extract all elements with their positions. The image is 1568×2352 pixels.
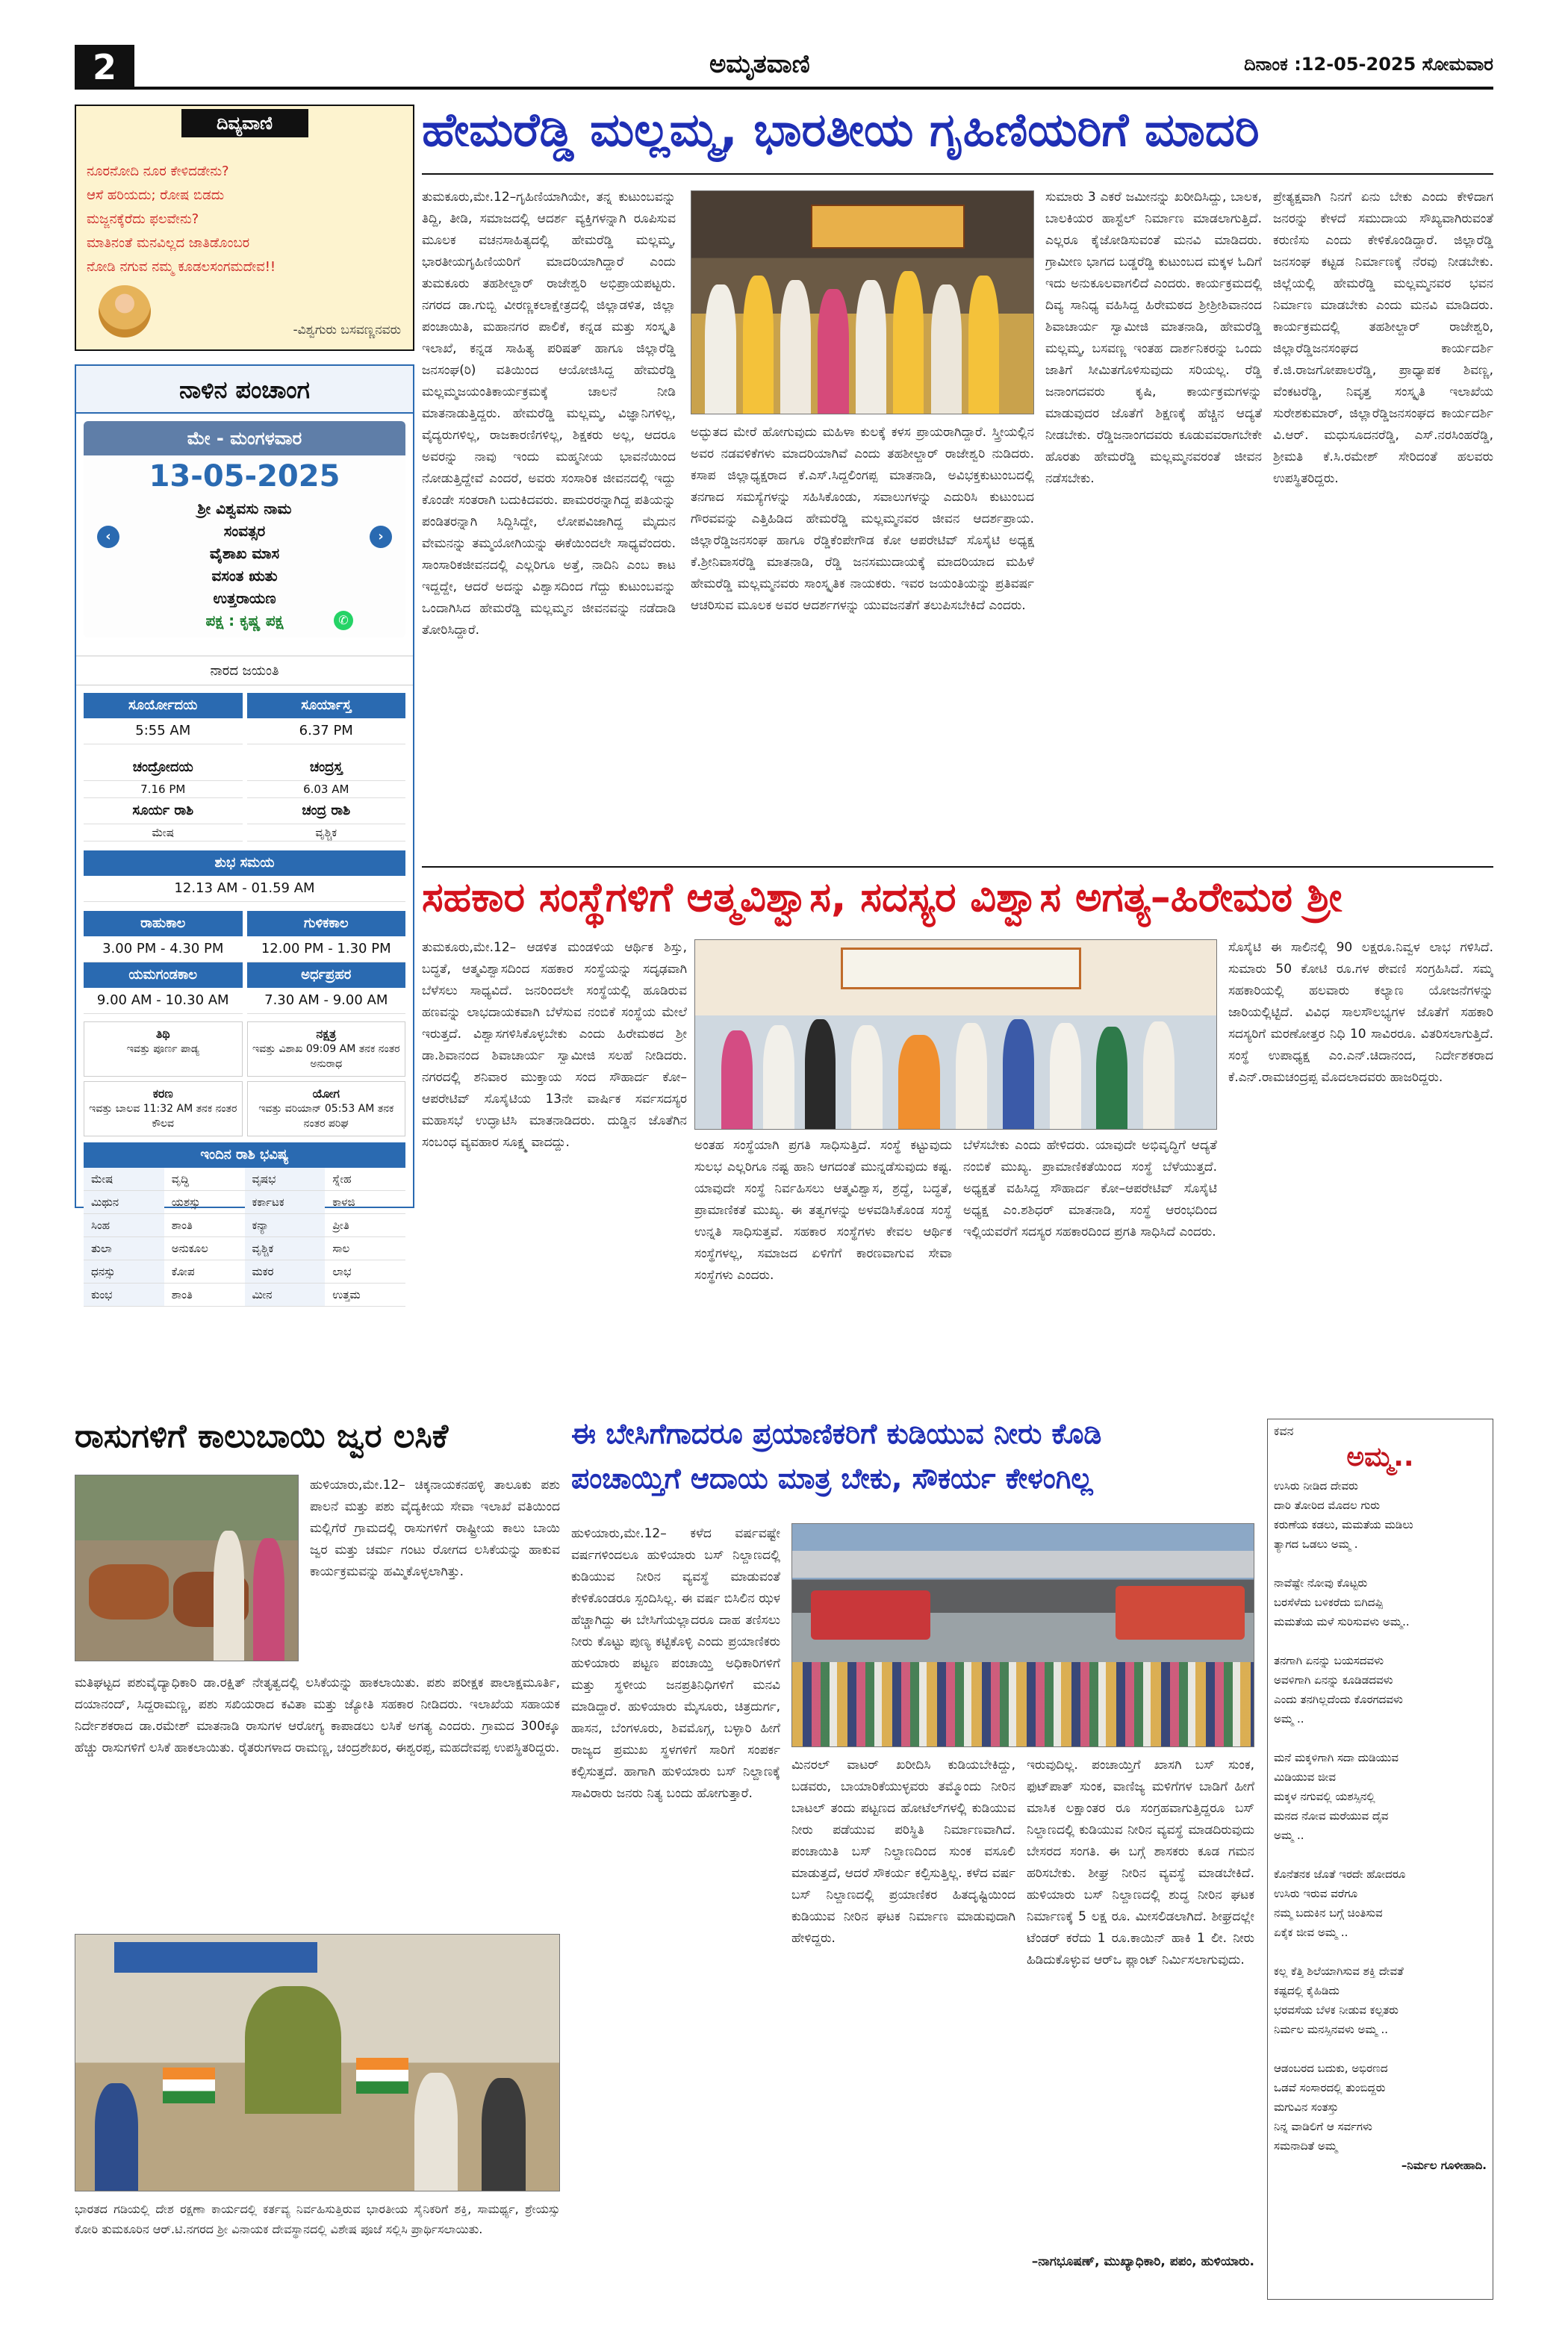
tithi-grid	[84, 1021, 405, 1136]
indian-flag-icon	[356, 2058, 408, 2094]
rashi-name: ಕುಂಭ	[84, 1284, 164, 1307]
sun-times	[84, 693, 405, 744]
cow-figure	[89, 1564, 169, 1620]
article2-col1: ತುಮಕೂರು,ಮೇ.12– ಆಡಳಿತ ಮಂಡಳಿಯ ಆರ್ಥಿಕ ಶಿಸ್ತು, ಬದ್ಧತೆ, ಆತ್ಮವಿಶ್ವಾಸದಿಂದ ಸಹಕಾರ ಸಂಸ್ಥೆಯನ್ನು ಸದೃಢವಾಗಿ ಬೆಳೆಸಲು ಸಾಧ್ಯವಿದೆ. ಜನರಿಂದಲೇ ಸಂಸ್ಥೆಯಲ್ಲಿ ಹೂಡಿರುವ ಹಣವನ್ನು ಲಾಭದಾಯಕವಾಗಿ ಬೆಳೆಸುವ ನಂಬಿಕೆ ಸಂಸ್ಥೆಯ ಮೇಲೆ ಇರುತ್ತದೆ. ವಿಶ್ವಾಸಗಳಿಸಿಕೊಳ್ಳಬೇಕು ಎಂದು ಹಿರೇಮಠದ ಶ್ರೀ ಡಾ.ಶಿವಾನಂದ ಶಿವಾಚಾರ್ಯ ಸ್ವಾಮೀಜಿ ಸಲಹೆ ನೀಡಿದರು. ನಗರದಲ್ಲಿ ಶನಿವಾರ ಮುಕ್ತಾಯ ಸಂದ ಸೌಹಾರ್ದ ಕೋ–ಆಪರೇಟಿವ್ ಸೊಸೈಟಿಯ 13ನೇ ವಾರ್ಷಿಕ ಸರ್ವಸದಸ್ಯರ ಮಹಾಸಭೆ ಉದ್ಘಾಟಿಸಿ ಮಾತನಾಡಿದರು. ದುಡ್ಡಿನ ಜೊತೆಗಿನ ಸಂಬಂಧ ವ್ಯವಹಾರ ಸೂಕ್ಷ್ಮ ವಾದದ್ದು.	[422, 940, 687, 1150]
karana-label: ಕರಣ	[152, 1086, 173, 1101]
rashi-prediction: ವೃದ್ಧಿ	[164, 1168, 245, 1191]
stage-banner	[811, 205, 965, 249]
ayana: ಉತ್ತರಾಯಣ	[213, 589, 276, 607]
paper-name: ಅಮೃತವಾಣಿ	[709, 49, 810, 79]
rashi-name: ಮೀನ	[245, 1284, 326, 1307]
panchanga-date-card	[84, 421, 405, 638]
person-figure	[1096, 1027, 1127, 1129]
temple-caption: ಭಾರತದ ಗಡಿಯಲ್ಲಿ ದೇಶ ರಕ್ಷಣಾ ಕಾರ್ಯದಲ್ಲಿ ಕರ್ತವ್ಯ ನಿರ್ವಹಿಸುತ್ತಿರುವ ಭಾರತೀಯ ಸೈನಿಕರಿಗೆ ಶಕ್ತಿ, ಸಾಮರ್ಥ್ಯ, ಶ್ರೇಯಸ್ಸು ಕೋರಿ ತುಮಕೂರಿನ ಆರ್.ಟಿ.ನಗರದ ಶ್ರೀ ವಿನಾಯಕ ದೇವಸ್ಥಾನದಲ್ಲಿ ವಿಶೇಷ ಪೂಜೆ ಸಲ್ಲಿಸಿ ಪ್ರಾರ್ಥಿಸಲಾಯಿತು.	[75, 2202, 560, 2236]
person-figure	[851, 1025, 883, 1129]
rashi-name: ಮೇಷ	[84, 1168, 164, 1191]
article2-headline: ಸಹಕಾರ ಸಂಸ್ಥೆಗಳಿಗೆ ಆತ್ಮವಿಶ್ವಾಸ, ಸದಸ್ಯರ ವಿಶ್ವಾಸ ಅಗತ್ಯ–ಹಿರೇಮಠ ಶ್ರೀ	[422, 874, 1343, 921]
rashi-prediction: ಪ್ರೀತಿ	[325, 1214, 405, 1237]
issue-date: ದಿನಾಂಕ :12-05-2025 ಸೋಮವಾರ	[1244, 54, 1493, 75]
kala-times	[84, 911, 405, 1014]
article1-headline: ಹೇಮರೆಡ್ಡಿ ಮಲ್ಲಮ್ಮ, ಭಾರತೀಯ ಗೃಹಿಣಿಯರಿಗೆ ಮಾದರಿ	[422, 102, 1260, 157]
yama-value: 9.00 AM - 10.30 AM	[84, 988, 243, 1014]
panchanga-box	[75, 364, 414, 1301]
samvatsara: ಶ್ರೀ ವಿಶ್ವವಸು ನಾಮ	[197, 500, 292, 517]
rashi-prediction: ಶಾಂತಿ	[164, 1284, 245, 1307]
moonset-value: 6.03 AM	[247, 781, 406, 798]
person-figure	[1003, 1019, 1034, 1129]
shubha-value: 12.13 AM - 01.59 AM	[84, 876, 405, 902]
rashi-name: ಧನಸ್ಸು	[84, 1260, 164, 1284]
temple-photo	[75, 1934, 560, 2191]
poem-box	[1267, 1419, 1493, 2300]
divider	[422, 866, 1493, 868]
shubha-label: ಶುಭ ಸಮಯ	[84, 850, 405, 876]
article2-col4: ಸೊಸೈಟಿ ಈ ಸಾಲಿನಲ್ಲಿ 90 ಲಕ್ಷರೂ.ನಿವ್ವಳ ಲಾಭ ಗಳಿಸಿದೆ. ಸುಮಾರು 50 ಕೋಟಿ ರೂ.ಗಳ ಠೇವಣಿ ಸಂಗ್ರಹಿಸಿದೆ. ಸಮ್ಮ ಸಹಕಾರಿಯಲ್ಲಿ ಹಲವಾರು ಕಲ್ಯಾಣ ಯೋಜನೆಗಳನ್ನು ಜಾರಿಯಲ್ಲಿಟ್ಟಿದೆ. ವಿವಿಧ ಸಾಲಸೌಲಭ್ಯಗಳ ಜೊತೆಗೆ ಸಹಕಾರಿ ಸದಸ್ಯರಿಗೆ ಮರಣೋತ್ತರ ನಿಧಿ 10 ಸಾವಿರರೂ. ವಿತರಿಸಲಾಗುತ್ತಿದೆ. ಸಂಸ್ಥೆ ಉಪಾಧ್ಯಕ್ಷ ಎಂ.ಎನ್.ಚಿದಾನಂದ, ನಿರ್ದೇಶಕರಾದ ಕೆ.ಎನ್.ರಾಮಚಂದ್ರಪ್ಪ ಮೊದಲಾದವರು ಹಾಜರಿದ್ದರು.	[1228, 940, 1493, 1085]
yoga-value: ಇವತ್ತು ವರಿಯಾನ್ 05:53 AM ತನಕ ನಂತರ ಪರಿಘ	[258, 1103, 394, 1130]
ritu: ವಸಂತ ಋತು	[211, 567, 278, 585]
person-figure	[805, 1019, 836, 1129]
article3-photo	[75, 1475, 299, 1661]
article2-col3: ಬೆಳೆಸಬೇಕು ಎಂದು ಹೇಳಿದರು. ಯಾವುದೇ ಅಭಿವೃದ್ಧಿಗೆ ಆದ್ಯತೆ ನಂಬಿಕೆ ಮುಖ್ಯ. ಪ್ರಾಮಾಣಿಕತೆಯಿಂದ ಸಂಸ್ಥೆ ಬೆಳೆಯುತ್ತದೆ. ಅಧ್ಯಕ್ಷತೆ ವಹಿಸಿದ್ದ ಸೌಹಾರ್ದ ಕೋ–ಆಪರೇಟಿವ್ ಸೊಸೈಟಿ ಅಧ್ಯಕ್ಷ ಎಂ.ಶಶಿಧರ್ ಮಾತನಾಡಿ, ಸಂಸ್ಥೆ ಆರಂಭದಿಂದ ಇಲ್ಲಿಯವರೆಗೆ ಸದಸ್ಯರ ಸಹಕಾರದಿಂದ ಪ್ರಗತಿ ಸಾಧಿಸಿದೆ ಎಂದರು.	[963, 1138, 1217, 1239]
yama-label: ಯಮಗಂಡಕಾಲ	[84, 962, 243, 988]
poem-title: ಅಮ್ಮ..	[1346, 1442, 1414, 1472]
karana-cell	[84, 1081, 243, 1136]
temple-signboard	[114, 1942, 317, 1973]
shelter-roof	[792, 1551, 1254, 1578]
samvatsara-suffix: ಸಂವತ್ಸರ	[223, 522, 266, 540]
ardha-label: ಅರ್ಧಪ್ರಹರ	[247, 962, 406, 988]
article4-byline: –ನಾಗಭೂಷಣ್, ಮುಖ್ಯಾಧಿಕಾರಿ, ಪಪಂ, ಹುಳಿಯಾರು.	[1031, 2254, 1254, 2269]
karana-value: ಇವತ್ತು ಬಾಲವ 11:32 AM ತನಕ ನಂತರ ಕೌಲವ	[89, 1103, 237, 1130]
rashi-name: ಸಿಂಹ	[84, 1214, 164, 1237]
rashi-name: ವೃಶ್ಚಿಕ	[245, 1237, 326, 1260]
rahu-value: 3.00 PM - 4.30 PM	[84, 936, 243, 962]
masthead	[75, 45, 1493, 90]
article4-col3: ಇರುವುದಿಲ್ಲ. ಪಂಚಾಯ್ತಿಗೆ ಖಾಸಗಿ ಬಸ್ ಸುಂಕ, ಫುಟ್‌ಪಾತ್ ಸುಂಕ, ವಾಣಿಜ್ಯ ಮಳಿಗೆಗಳ ಬಾಡಿಗೆ ಹೀಗೆ ಮಾಸಿಕ ಲಕ್ಷಾಂತರ ರೂ ಸಂಗ್ರಹವಾಗುತ್ತಿದ್ದರೂ ಬಸ್ ನಿಲ್ದಾಣದಲ್ಲಿ ಕುಡಿಯುವ ನೀರಿನ ವ್ಯವಸ್ಥೆ ಮಾಡದಿರುವುದು ಬೇಸರದ ಸಂಗತಿ. ಈ ಬಗ್ಗೆ ಶಾಸಕರು ಕೂಡ ಗಮನ ಹರಿಸಬೇಕು. ಶೀಘ್ರ ನೀರಿನ ವ್ಯವಸ್ಥೆ ಮಾಡಬೇಕಿದೆ. ಹುಳಿಯಾರು ಬಸ್ ನಿಲ್ದಾಣದಲ್ಲಿ ಶುದ್ಧ ನೀರಿನ ಘಟಕ ನಿರ್ಮಾಣಕ್ಕೆ 5 ಲಕ್ಷ ರೂ. ಮೀಸಲಿಡಲಾಗಿದೆ. ಶೀಘ್ರದಲ್ಲೇ ಟೆಂಡರ್ ಕರೆದು 1 ರೂ.ಕಾಯಿನ್ ಹಾಕಿ 1 ಲೀ. ನೀರು ಹಿಡಿದುಕೊಳ್ಳುವ ಆರ್‌ಒ ಪ್ಲಾಂಟ್ ನಿರ್ಮಿಸಲಾಗುವುದು.	[1027, 1758, 1254, 1967]
moonrise-label: ಚಂದ್ರೋದಯ	[84, 755, 243, 781]
divyavani-title: ದಿವ್ಯವಾಣಿ	[181, 109, 308, 137]
sunset-label: ಸೂರ್ಯಾಸ್ತ	[247, 693, 406, 718]
divyavani-box	[75, 105, 414, 351]
shubha-samaya	[84, 850, 405, 902]
article1-col3: ಸುಮಾರು 3 ಎಕರೆ ಜಮೀನನ್ನು ಖರೀದಿಸಿದ್ದು, ಬಾಲಕ, ಬಾಲಕಿಯರ ಹಾಸ್ಟೆಲ್ ನಿರ್ಮಾಣ ಮಾಡಲಾಗುತ್ತಿದೆ. ಎಲ್ಲರೂ ಕೈಜೋಡಿಸುವಂತೆ ಮನವಿ ಮಾಡಿದರು. ಗ್ರಾಮೀಣ ಭಾಗದ ಬಡ್ಡರೆಡ್ಡಿ ಕುಟುಂಬದ ಮಕ್ಕಳ ಓದಿಗೆ ಇದು ಅನುಕೂಲವಾಗಲಿದೆ ಎಂದರು. ಕಾರ್ಯಕ್ರಮದಲ್ಲಿ ದಿವ್ಯ ಸಾನಿಧ್ಯ ವಹಿಸಿದ್ದ ಹಿರೇಮಠದ ಶ್ರೀಶ್ರೀಶಿವಾನಂದ ಶಿವಾಚಾರ್ಯ ಸ್ವಾಮೀಜಿ ಮಾತನಾಡಿ, ಹೇಮರೆಡ್ಡಿ ಮಲ್ಲಮ್ಮ, ಬಸವಣ್ಣ ಇಂತಹ ದಾರ್ಶನಿಕರನ್ನು ಒಂದು ಜಾತಿಗೆ ಸೀಮಿತಗೊಳಿಸುವುದು ಸರಿಯಲ್ಲ. ರೆಡ್ಡಿ ಜನಾಂಗದವರು ಕೃಷಿ, ಕಾರ್ಯಕ್ರಮಗಳನ್ನು ಮಾಡುವುದರ ಜೊತೆಗೆ ಶಿಕ್ಷಣಕ್ಕೆ ಹೆಚ್ಚಿನ ಆದ್ಯತೆ ನೀಡಬೇಕು. ರೆಡ್ಡಿಜನಾಂಗದವರು ಕೂಡುವವರಾಗಬೇಕೇ ಹೊರತು ಹೇಮರೆಡ್ಡಿ ಮಲ್ಲಮ್ಮನವರಂತೆ ಜೀವನ ನಡೆಸಬೇಕು.	[1045, 190, 1262, 486]
masa: ವೈಶಾಖ ಮಾಸ	[209, 544, 280, 562]
rashi-prediction: ಸಾಲ	[325, 1237, 405, 1260]
person-figure	[705, 284, 735, 414]
moonrise-value: 7.16 PM	[84, 781, 243, 798]
occasion: ನಾರದ ಜಯಂತಿ	[76, 656, 413, 685]
panchanga-title: ನಾಳಿನ ಪಂಚಾಂಗ	[76, 366, 413, 414]
article1-photo	[691, 190, 1034, 414]
person-figure	[780, 280, 811, 414]
poem-author: –ನಿರ್ಮಲ ಗೂಳೀಹಾದಿ.	[1401, 2159, 1487, 2172]
rashi-prediction: ಕಾಳಜಿ	[325, 1191, 405, 1214]
moonset-label: ಚಂದ್ರಸ್ತ	[247, 755, 406, 781]
shrine	[245, 1986, 342, 2115]
gulika-label: ಗುಳಿಕಕಾಲ	[247, 911, 406, 936]
sunrise-value: 5:55 AM	[84, 718, 243, 744]
divyavani-poem: ನೂರನೋದಿ ನೂರ ಕೇಳಿದಡೇನು? ಆಸೆ ಹರಿಯದು; ರೋಷ ಬಿಡದು ಮಜ್ಜನಕ್ಕೆರೆದು ಫಲವೇನು? ಮಾತಿನಂತೆ ಮನವಿಲ್ಲದ ಜಾತಿಡೊಂಬರ ನೋಡಿ ನಗುವ ನಮ್ಮ ಕೂಡಲಸಂಗಮದೇವ!!	[87, 164, 276, 275]
gulika-value: 12.00 PM - 1.30 PM	[247, 936, 406, 962]
divyavani-author: -ವಿಶ್ವಗುರು ಬಸವಣ್ಣನವರು	[293, 323, 401, 337]
person-figure	[956, 1023, 987, 1129]
person-figure	[968, 276, 999, 414]
nakshatra-label: ನಕ್ಷತ್ರ	[316, 1027, 337, 1041]
article1-col2: ಅದ್ಭುತದ ಮೇರೆ ಹೋಗುವುದು ಮಹಿಳಾ ಕುಲಕ್ಕೆ ಕಳಸ ಪ್ರಾಯರಾಗಿದ್ದಾರೆ. ಸ್ತ್ರೀಯಲ್ಲಿನ ಅವರ ನಡವಳಿಕೆಗಳು ಮಾದರಿಯಾಗಿವೆ ಎಂದು ತಹಶೀಲ್ದಾರ್ ರಾಜೇಶ್ವರಿ ನುಡಿದರು. ಕಸಾಪ ಜಿಲ್ಲಾಧ್ಯಕ್ಷರಾದ ಕೆ.ಎಸ್.ಸಿದ್ದಲಿಂಗಪ್ಪ ಮಾತನಾಡಿ, ಅವಿಭಕ್ತಕುಟುಂಬದಲ್ಲಿ ತನಗಾದ ಸಮಸ್ಯೆಗಳನ್ನು ಸಹಿಸಿಕೊಂಡು, ಸವಾಲುಗಳನ್ನು ಎದುರಿಸಿ ಕುಟುಂಬದ ಗೌರವವನ್ನು ಎತ್ತಿಹಿಡಿದ ಹೇಮರೆಡ್ಡಿ ಮಲ್ಲಮ್ಮನವರ ಜೀವನ ಆದರ್ಶಪ್ರಾಯ. ಜಿಲ್ಲಾರೆಡ್ಡಿಜನಸಂಘ ಹಾಗೂ ರೆಡ್ಡಿಕೆಂಪೇಗೌಡ ಕೋ ಆಪರೇಟಿವ್ ಸೊಸೈಟಿ ಅಧ್ಯಕ್ಷ ಕೆ.ಶ್ರೀನಿವಾಸರೆಡ್ಡಿ ಮಾತನಾಡಿ, ರೆಡ್ಡಿ ಜನಸಮುದಾಯಕ್ಕೆ ಮಾದರಿಯಾದ ಮಹಿಳೆ ಹೇಮರೆಡ್ಡಿ ಮಲ್ಲಮ್ಮನವರು ಸಾಂಸ್ಕೃತಿಕ ನಾಯಕರು. ಇವರ ಜಯಂತಿಯನ್ನು ಪ್ರತಿವರ್ಷ ಆಚರಿಸುವ ಮೂಲಕ ಅವರ ಆದರ್ಶಗಳನ್ನು ಯುವಜನತೆಗೆ ತಲುಪಿಸಬೇಕಿದೆ ಎಂದರು.	[691, 425, 1034, 613]
paksha: ಪಕ್ಷ : ಕೃಷ್ಣ ಪಕ್ಷ	[205, 612, 284, 629]
sunrise-label: ಸೂರ್ಯೋದಯ	[84, 693, 243, 718]
panchanga-month-day: ಮೇ - ಮಂಗಳವಾರ	[187, 428, 302, 449]
tithi-cell	[84, 1021, 243, 1077]
person-figure	[931, 284, 962, 414]
divider	[422, 173, 1493, 175]
indian-flag-icon	[163, 2068, 215, 2103]
nakshatra-value: ಇವತ್ತು ವಿಶಾಖ 09:09 AM ತನಕ ನಂತರ ಅನುರಾಧ	[252, 1043, 400, 1070]
page-number: 2	[75, 45, 134, 90]
poem-body: ಉಸಿರು ನೀಡಿದ ದೇವರು ದಾರಿ ತೋರಿದ ಮೊದಲ ಗುರು ಕರುಣೆಯ ಕಡಲು, ಮಮತೆಯ ಮಡಿಲು ತ್ಯಾಗದ ಒಡಲು ಅಮ್ಮ . ನಾವೆಷ್ಟೇ ನೋವು ಕೊಟ್ಟರು ಬರಸೆಳೆದು ಬಳಿಕರೆದು ಬಿಗಿದಪ್ಪಿ ಮಮತೆಯ ಮಳೆ ಸುರಿಸುವಳು ಅಮ್ಮ.. ತನಗಾಗಿ ಏನನ್ನು ಬಯಸದವಳು ಅವಳಿಗಾಗಿ ಏನನ್ನು ಕೂಡಿಡದವಳು ಎಂದು ತನಗಿಲ್ಲದೆಂದು ಕೊರಗದವಳು ಅಮ್ಮ .. ಮನೆ ಮಕ್ಕಳಿಗಾಗಿ ಸದಾ ದುಡಿಯುವ ಮಿಡಿಯುವ ಜೀವ ಮಕ್ಕಳ ನಗುವಲ್ಲಿ ಯಶಸ್ಸಿನಲ್ಲಿ ಮನದ ನೋವ ಮರೆಯುವ ದೈವ ಅಮ್ಮ .. ಕೊನೆತನಕ ಜೊತೆ ಇರದೇ ಹೋದರೂ ಉಸಿರು ಇರುವ ವರೆಗೂ ನಮ್ಮ ಬದುಕಿನ ಬಗ್ಗೆ ಚಿಂತಿಸುವ ಏಕೈಕ ಜೀವ ಅಮ್ಮ .. ಕಲ್ಲ ಕೆತ್ತಿ ಶಿಲೆಯಾಗಿಸುವ ಶಕ್ತಿ ದೇವತೆ ಕಷ್ಟದಲ್ಲಿ ಕೈಹಿಡಿದು ಭರವಸೆಯ ಬೆಳಕ ನೀಡುವ ಕಲ್ಪತರು ನಿರ್ಮಲ ಮನಸ್ಸಿನವಳು ಅಮ್ಮ .. ಆಡಂಬರದ ಬದುಕು, ಅಭಿರಣದ ಒಡವೆ ಸಂಸಾರದಲ್ಲಿ ತುಂಬಿದ್ದರು ಮಗುವಿನ ಸಂತಸ್ತು ನಿನ್ನ ವಾಡಿಲಿಗೆ ಆ ಸರ್ವಗಳು ಸಮನಾದಿತೆ ಅಮ್ಮ	[1274, 1479, 1413, 2153]
person-figure	[818, 289, 848, 414]
panchanga-date: 13-05-2025	[149, 459, 340, 494]
person-figure	[253, 1538, 284, 1661]
rashi-name: ಮಕರ	[245, 1260, 326, 1284]
person-figure	[743, 276, 774, 414]
rashi-title: ಇಂದಿನ ರಾಶಿ ಭವಿಷ್ಯ	[84, 1142, 405, 1168]
rahu-label: ರಾಹುಕಾಲ	[84, 911, 243, 936]
bus-figure	[811, 1590, 931, 1640]
chandra-rashi-label: ಚಂದ್ರ ರಾಶಿ	[247, 798, 406, 824]
rashi-prediction: ಉತ್ತಮ	[325, 1284, 405, 1307]
person-figure	[893, 271, 924, 414]
chandra-rashi-value: ವೃಶ್ಚಿಕ	[247, 824, 406, 841]
crowd	[792, 1662, 1254, 1746]
person-figure	[856, 280, 886, 414]
article2-photo	[694, 939, 1217, 1130]
rashi-prediction: ಕೋಪ	[164, 1260, 245, 1284]
chevron-right-icon[interactable]: ›	[370, 526, 392, 548]
article4-subheadline: ಪಂಚಾಯ್ತಿಗೆ ಆದಾಯ ಮಾತ್ರ ಬೇಕು, ಸೌಕರ್ಯ ಕೇಳಂಗಿಲ್ಲ	[571, 1462, 1093, 1495]
poem-tag: ಕವನ	[1274, 1424, 1294, 1438]
rashi-name: ಮಿಥುನ	[84, 1191, 164, 1214]
person-figure	[414, 2073, 458, 2191]
rashi-prediction: ಲಾಭ	[325, 1260, 405, 1284]
person-figure	[95, 2083, 138, 2191]
yoga-cell	[247, 1081, 406, 1136]
person-figure	[482, 2078, 525, 2191]
bus-figure	[1116, 1586, 1245, 1640]
rashi-name: ತುಲಾ	[84, 1237, 164, 1260]
nakshatra-cell	[247, 1021, 406, 1077]
hall-banner	[841, 948, 1080, 989]
article1-col4: ಪ್ರೇತ್ಯಕ್ಷವಾಗಿ ನಿನಗೆ ಏನು ಬೇಕು ಎಂದು ಕೇಳಿದಾಗ ಜನರನ್ನು ಕೇಳದೆ ಸಮುದಾಯ ಸೌಖ್ಯವಾಗಿರುವಂತೆ ಕರುಣಿಸು ಎಂದು ಕೇಳಿಕೊಂಡಿದ್ದಾರೆ. ಜಿಲ್ಲಾರೆಡ್ಡಿ ಜನಸಂಘ ಕಟ್ಟಡ ನಿರ್ಮಾಣಕ್ಕೆ ನೆರವು ನೀಡಬೇಕು. ಜಿಲ್ಲೆಯಲ್ಲಿ ಹೇಮರೆಡ್ಡಿ ಮಲ್ಲಮ್ಮನವರ ಭವನ ನಿರ್ಮಾಣ ಮಾಡಬೇಕು ಎಂದು ಮನವಿ ಮಾಡಿದರು. ಕಾರ್ಯಕ್ರಮದಲ್ಲಿ ತಹಶೀಲ್ದಾರ್ ರಾಜೇಶ್ವರಿ, ಜಿಲ್ಲಾರೆಡ್ಡಿಜನಸಂಘದ ಕಾರ್ಯದರ್ಶಿ ಕೆ.ಜಿ.ರಾಜಗೋಪಾಲರೆಡ್ಡಿ, ಪ್ರಾಧ್ಯಾಪಕ ಶಿವಣ್ಣ, ವೆಂಕಟರೆಡ್ಡಿ, ನಿವೃತ್ತ ಸಂಸ್ಕೃತಿ ಇಲಾಖೆಯ ಸುರೇಶಕುಮಾರ್, ಜಿಲ್ಲಾರೆಡ್ಡಿಜನಸಂಘದ ಕಾರ್ಯದರ್ಶಿ ವಿ.ಆರ್. ಮಧುಸೂದನರೆಡ್ಡಿ, ಎಸ್.ನರಸಿಂಹರೆಡ್ಡಿ, ಶ್ರೀಮತಿ ಕೆ.ಸಿ.ರಮೇಶ್ ಸೇರಿದಂತೆ ಹಲವರು ಉಪಸ್ಥಿತರಿದ್ದರು.	[1273, 190, 1493, 486]
person-figure	[1050, 1023, 1081, 1129]
rashi-grid	[84, 1168, 405, 1307]
article4-headline: ಈ ಬೇಸಿಗೆಗಾದರೂ ಪ್ರಯಾಣಿಕರಿಗೆ ಕುಡಿಯುವ ನೀರು ಕೊಡಿ	[571, 1417, 1102, 1450]
rashi-name: ಕನ್ಯಾ	[245, 1214, 326, 1237]
person-figure	[721, 1030, 753, 1129]
whatsapp-icon[interactable]: ✆	[334, 611, 353, 630]
article3-headline: ರಾಸುಗಳಿಗೆ ಕಾಲುಬಾಯಿ ಜ್ವರ ಲಸಿಕೆ	[75, 1417, 449, 1455]
ardha-value: 7.30 AM - 9.00 AM	[247, 988, 406, 1014]
surya-rashi-label: ಸೂರ್ಯ ರಾಶಿ	[84, 798, 243, 824]
left-sidebar	[75, 105, 414, 1301]
tithi-label: ತಿಥಿ	[155, 1027, 170, 1041]
rashi-prediction: ಅನುಕೂಲ	[164, 1237, 245, 1260]
surya-rashi-value: ಮೇಷ	[84, 824, 243, 841]
sunset-value: 6.37 PM	[247, 718, 406, 744]
person-figure	[214, 1531, 245, 1661]
person-figure	[763, 1025, 794, 1129]
chevron-left-icon[interactable]: ‹	[97, 526, 119, 548]
rashi-prediction: ಸ್ನೇಹ	[325, 1168, 405, 1191]
tithi-value: ಇವತ್ತು ಪೂರ್ಣ ಪಾಡ್ಯ	[126, 1043, 199, 1055]
person-figure	[898, 1035, 940, 1130]
article3-intro: ಹುಳಿಯಾರು,ಮೇ.12– ಚಿಕ್ಕನಾಯಕನಹಳ್ಳಿ ತಾಲೂಕು ಪಶು ಪಾಲನೆ ಮತ್ತು ಪಶು ವೈದ್ಯಕೀಯ ಸೇವಾ ಇಲಾಖೆ ವತಿಯಿಂದ ಮಲ್ಲಿಗೆರೆ ಗ್ರಾಮದಲ್ಲಿ ರಾಸುಗಳಿಗೆ ರಾಷ್ಟ್ರೀಯ ಕಾಲು ಬಾಯಿ ಜ್ವರ ಮತ್ತು ಚರ್ಮ ಗಂಟು ರೋಗದ ಲಸಿಕೆಯನ್ನು ಹಾಕುವ ಕಾರ್ಯಕ್ರಮವನ್ನು ಹಮ್ಮಿಕೊಳ್ಳಲಾಗಿತ್ತು.	[310, 1478, 560, 1579]
rashi-name: ಕರ್ಕಾಟಕ	[245, 1191, 326, 1214]
person-figure	[1143, 1021, 1175, 1129]
article1-col1: ತುಮಕೂರು,ಮೇ.12–ಗೃಹಿಣಿಯಾಗಿಯೇ, ತನ್ನ ಕುಟುಂಬವನ್ನು ತಿದ್ದಿ, ತೀಡಿ, ಸಮಾಜದಲ್ಲಿ ಆದರ್ಶ ವ್ಯಕ್ತಿಗಳನ್ನಾಗಿ ರೂಪಿಸುವ ಮೂಲಕ ವಚನಸಾಹಿತ್ಯದಲ್ಲಿ ಹೇಮರೆಡ್ಡಿ ಮಲ್ಲಮ್ಮ, ಭಾರತೀಯಗೃಹಿಣಿಯರಿಗೆ ಮಾದರಿಯಾಗಿದ್ದಾರೆ ಎಂದು ತುಮಕೂರು ತಹಶೀಲ್ದಾರ್ ರಾಜೇಶ್ವರಿ ಅಭಿಪ್ರಾಯಪಟ್ಟರು. ನಗರದ ಡಾ.ಗುಬ್ಬಿ ವೀರಣ್ಣಕಲಾಕ್ಷೇತ್ರದಲ್ಲಿ ಜಿಲ್ಲಾಡಳಿತ, ಜಿಲ್ಲಾ ಪಂಚಾಯಿತಿ, ಮಹಾನಗರ ಪಾಲಿಕೆ, ಕನ್ನಡ ಮತ್ತು ಸಂಸ್ಕೃತಿ ಇಲಾಖೆ, ಕನ್ನಡ ಸಾಹಿತ್ಯ ಪರಿಷತ್ ಹಾಗೂ ಜಿಲ್ಲಾರೆಡ್ಡಿ ಜನಸಂಘ(ರಿ) ವತಿಯಿಂದ ಆಯೋಜಿಸಿದ್ದ ಹೇಮರೆಡ್ಡಿ ಮಲ್ಲಮ್ಮಜಯಂತಿಕಾರ್ಯಕ್ರಮಕ್ಕೆ ಚಾಲನೆ ನೀಡಿ ಮಾತನಾಡುತ್ತಿದ್ದರು. ಹೇಮರೆಡ್ಡಿ ಮಲ್ಲಮ್ಮ, ವಿಜ್ಞಾನಿಗಳಿಲ್ಲ, ವೈದ್ಯರುಗಳಿಲ್ಲ, ರಾಜಕಾರಣಿಗಳಿಲ್ಲ, ಶಿಕ್ಷಕರು ಅಲ್ಲ, ಆದರೂ ಅವರನ್ನು ನಾವು ಇಂದು ಮಹ್ಮನೀಯ ಭಾವನೆಯಿಂದ ನೋಡುತ್ತಿದ್ದೇವೆ ಎಂದರೆ, ಅವರು ಸಂಸಾರಿಕ ಜೀವನದಲ್ಲಿ ಇದ್ದು ಕೊಂಡೇ ಸಂತರಾಗಿ ಬದುಕಿದವರು. ಪಾಮರರನ್ನಾಗಿದ್ದ ಪತಿಯನ್ನು ಪಂಡಿತರನ್ನಾಗಿ ಸಿದ್ದಿಸಿದ್ದೇ, ಲೋಪವಿಜಾಗಿದ್ದ ಮೈದುನ ವೇಮನನ್ನು ತಮ್ಮಯೋಗಿಯನ್ನು ಈಕೆಯಿಂದಲೇ ಸಾಧ್ಯವೆಂದರು. ಸಾಂಸಾರಿಕಜೀವನದಲ್ಲಿ ಎಲ್ಲರಿಗೂ ಅತ್ತೆ, ನಾದಿನಿ ಎಂಬ ಕಾಟ ಇದ್ದದ್ದೇ, ಆದರೆ ಅದನ್ನು ವಿಶ್ವಾಸದಿಂದ ಗೆದ್ದು ಕುಟುಂಬವನ್ನು ಒಂದಾಗಿಸಿದ ಹೇಮರೆಡ್ಡಿ ಮಲ್ಲಮ್ಮನ ಜೀವನವನ್ನು ನಡೆದಾಡಿ ತೋರಿಸಿದ್ದಾರೆ.	[422, 190, 676, 638]
bus-stand-photo	[791, 1523, 1254, 1747]
article4-col1: ಹುಳಿಯಾರು,ಮೇ.12– ಕಳೆದ ವರ್ಷವಷ್ಟೇ ವರ್ಷಗಳಿಂದಲೂ ಹುಳಿಯಾರು ಬಸ್ ನಿಲ್ದಾಣದಲ್ಲಿ ಕುಡಿಯುವ ನೀರಿನ ವ್ಯವಸ್ಥೆ ಮಾಡುವಂತೆ ಕೇಳಿಕೊಂಡರೂ ಸ್ಪಂದಿಸಿಲ್ಲ. ಈ ವರ್ಷ ಬಿಸಿಲಿನ ಝಳ ಹೆಚ್ಚಾಗಿದ್ದು ಈ ಬೇಸಿಗೆಯಲ್ಲಾದರೂ ದಾಹ ತಣಿಸಲು ನೀರು ಕೊಟ್ಟು ಪುಣ್ಯ ಕಟ್ಟಿಕೊಳ್ಳಿ ಎಂದು ಪ್ರಯಾಣಿಕರು ಹುಳಿಯಾರು ಪಟ್ಟಣ ಪಂಚಾಯ್ತಿ ಅಧಿಕಾರಿಗಳಿಗೆ ಮತ್ತು ಸ್ಥಳೀಯ ಜನಪ್ರತಿನಿಧಿಗಳಿಗೆ ಮನವಿ ಮಾಡಿದ್ದಾರೆ. ಹುಳಿಯಾರು ಮೈಸೂರು, ಚಿತ್ರದುರ್ಗ, ಹಾಸನ, ಬೆಂಗಳೂರು, ಶಿವಮೊಗ್ಗ, ಬಳ್ಳಾರಿ ಹೀಗೆ ರಾಜ್ಯದ ಪ್ರಮುಖ ಸ್ಥಳಗಳಿಗೆ ಸಾರಿಗೆ ಸಂಪರ್ಕ ಕಲ್ಪಿಸುತ್ತದೆ. ಹಾಗಾಗಿ ಹುಳಿಯಾರು ಬಸ್ ನಿಲ್ದಾಣಕ್ಕೆ ಸಾವಿರಾರು ಜನರು ನಿತ್ಯ ಬಂದು ಹೋಗುತ್ತಾರೆ.	[571, 1526, 780, 1801]
rashi-prediction: ಯಶಸ್ಸು	[164, 1191, 245, 1214]
yoga-label: ಯೋಗ	[312, 1086, 340, 1101]
moon-times	[84, 755, 405, 841]
article3-body: ಮತಿಘಟ್ಟದ ಪಶುವೈದ್ಯಾಧಿಕಾರಿ ಡಾ.ರಕ್ಷಿತ್ ನೇತೃತ್ವದಲ್ಲಿ ಲಸಿಕೆಯನ್ನು ಹಾಕಲಾಯಿತು. ಪಶು ಪರೀಕ್ಷಕ ಪಾಲಾಕ್ಷಮೂರ್ತಿ, ದಯಾನಂದ್, ಸಿದ್ದರಾಮಣ್ಣ, ಪಶು ಸಖಿಯರಾದ ಕವಿತಾ ಮತ್ತು ಜ್ಯೋತಿ ಸಹಕಾರ ನೀಡಿದರು. ಇಲಾಖೆಯ ಸಹಾಯಕ ನಿರ್ದೇಶಕರಾದ ಡಾ.ರಮೇಶ್ ಮಾತನಾಡಿ ರಾಸುಗಳ ಆರೋಗ್ಯ ಕಾಪಾಡಲು ಲಸಿಕೆ ಅಗತ್ಯ ಎಂದರು. ಗ್ರಾಮದ 300ಕ್ಕೂ ಹೆಚ್ಚು ರಾಸುಗಳಿಗೆ ಲಸಿಕೆ ಹಾಕಲಾಯಿತು. ರೈತರುಗಳಾದ ರಾಮಣ್ಣ, ಚಂದ್ರಶೇಖರ, ಈಶ್ವರಪ್ಪ, ಮಹದೇವಪ್ಪ ಉಪಸ್ಥಿತರಿದ್ದರು.	[75, 1676, 560, 1755]
saint-illustration	[99, 285, 151, 337]
rashi-name: ವೃಷಭ	[245, 1168, 326, 1191]
article2-col2: ಅಂತಹ ಸಂಸ್ಥೆಯಾಗಿ ಪ್ರಗತಿ ಸಾಧಿಸುತ್ತಿದೆ. ಸಂಸ್ಥೆ ಕಟ್ಟುವುದು ಸುಲಭ ಎಲ್ಲರಿಗೂ ನಷ್ಟ ಹಾನಿ ಆಗದಂತೆ ಮುನ್ನಡೆಸುವುದು ಕಷ್ಟ. ಯಾವುದೇ ಸಂಸ್ಥೆ ನಿರ್ವಹಿಸಲು ಆತ್ಮವಿಶ್ವಾಸ, ಶ್ರದ್ಧೆ, ಬದ್ಧತೆ, ಪ್ರಾಮಾಣಿಕತೆ ಮುಖ್ಯ. ಈ ತತ್ವಗಳನ್ನು ಅಳವಡಿಸಿಕೊಂಡ ಸಂಸ್ಥೆ ಉನ್ನತಿ ಸಾಧಿಸುತ್ತವೆ. ಸಹಕಾರ ಸಂಸ್ಥೆಗಳು ಕೇವಲ ಆರ್ಥಿಕ ಸಂಸ್ಥೆಗಳಲ್ಲ, ಸಮಾಜದ ಏಳಿಗೆಗೆ ಕಾರಣವಾಗುವ ಸೇವಾ ಸಂಸ್ಥೆಗಳು ಎಂದರು.	[694, 1138, 952, 1283]
rashi-prediction: ಶಾಂತಿ	[164, 1214, 245, 1237]
article4-col2: ಮಿನರಲ್ ವಾಟರ್ ಖರೀದಿಸಿ ಕುಡಿಯಬೇಕಿದ್ದು, ಬಡವರು, ಬಾಯಾರಿಕೆಯುಳ್ಳವರು ತಮ್ಮೊಂದು ನೀರಿನ ಬಾಟಲ್ ತಂದು ಪಟ್ಟಣದ ಹೋಟೆಲ್‌ಗಳಲ್ಲಿ ಕುಡಿಯುವ ನೀರು ಪಡೆಯುವ ಪರಿಸ್ಥಿತಿ ನಿರ್ಮಾಣವಾಗಿದೆ. ಪಂಚಾಯಿತಿ ಬಸ್ ನಿಲ್ದಾಣದಿಂದ ಸುಂಕ ವಸೂಲಿ ಮಾಡುತ್ತದೆ, ಆದರೆ ಸೌಕರ್ಯ ಕಲ್ಪಿಸುತ್ತಿಲ್ಲ. ಕಳೆದ ವರ್ಷ ಬಸ್ ನಿಲ್ದಾಣದಲ್ಲಿ ಪ್ರಯಾಣಿಕರ ಹಿತದೃಷ್ಟಿಯಿಂದ ಕುಡಿಯುವ ನೀರಿನ ಘಟಕ ನಿರ್ಮಾಣ ಮಾಡುವುದಾಗಿ ಹೇಳಿದ್ದರು.	[791, 1758, 1015, 1946]
